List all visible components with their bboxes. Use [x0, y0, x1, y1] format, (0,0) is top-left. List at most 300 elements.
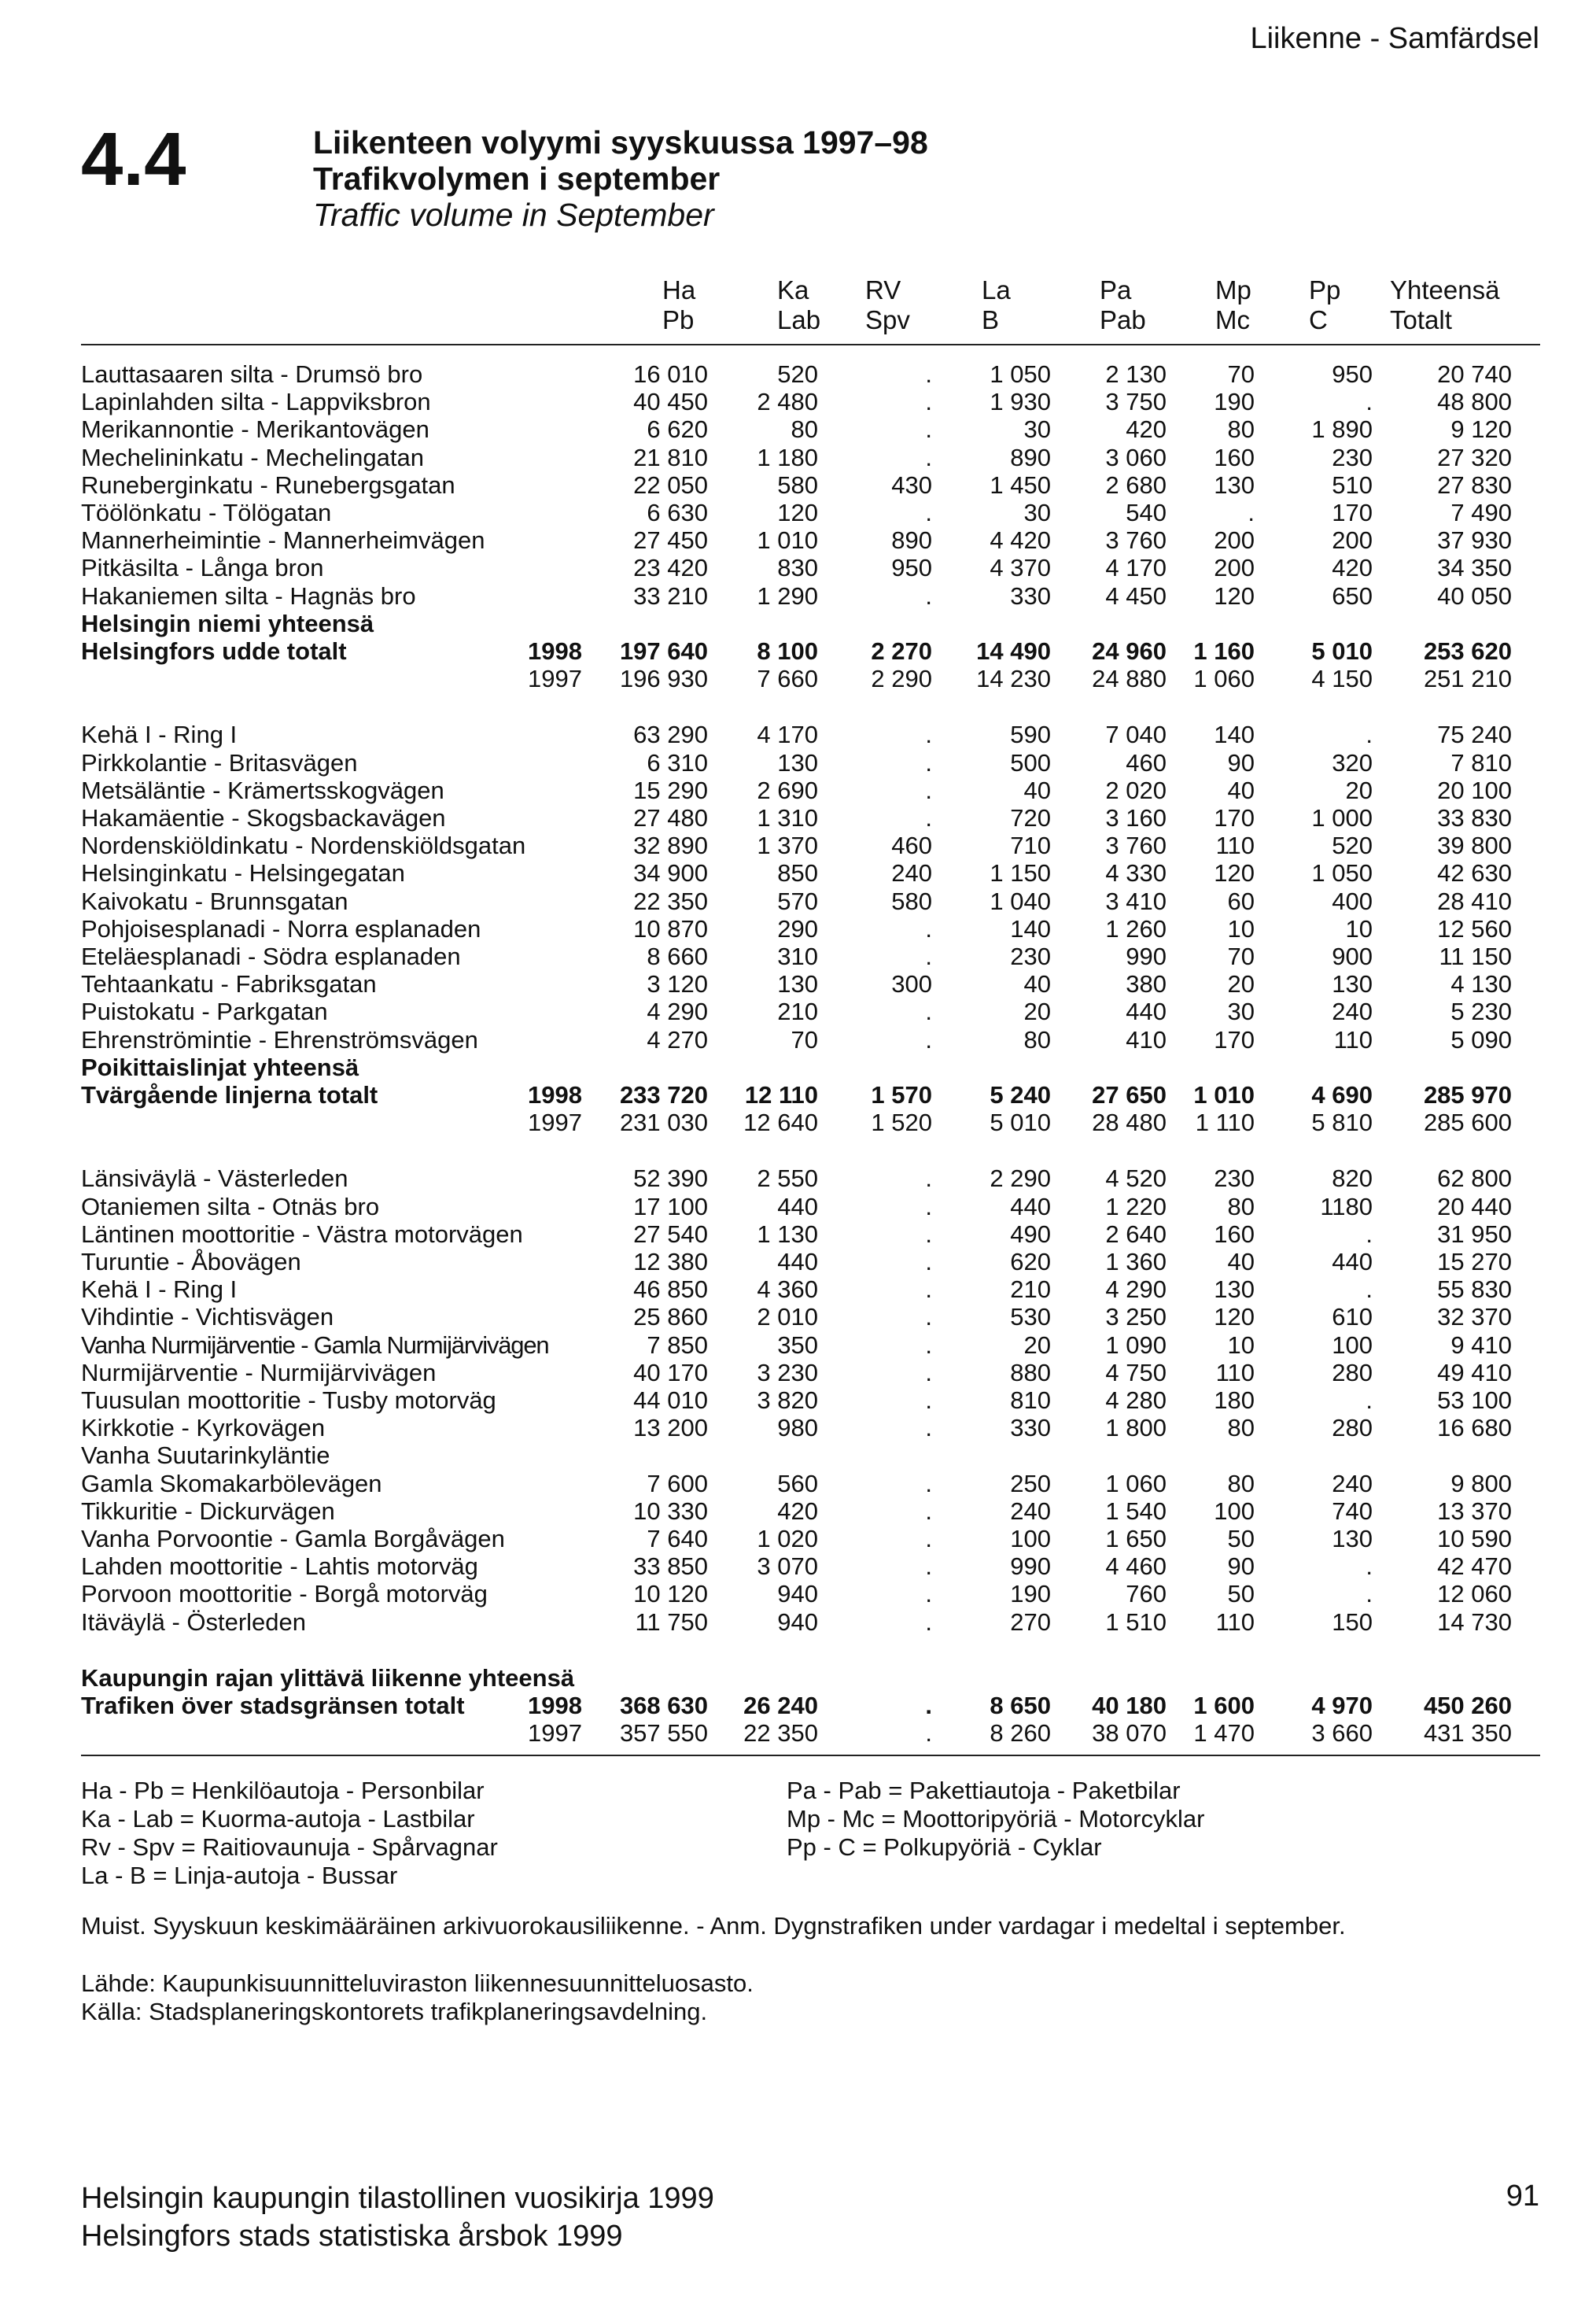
table-cell: 510 [1332, 471, 1373, 499]
table-cell: 1 010 [1193, 1081, 1255, 1109]
table-row [0, 1386, 1596, 1414]
table-cell: 7 850 [647, 1331, 708, 1359]
table-cell: 110 [1215, 832, 1255, 860]
table-cell: 3 060 [1105, 443, 1167, 471]
table-cell: 10 120 [633, 1580, 708, 1608]
table-cell: 1 370 [757, 832, 818, 860]
table-cell: 4 170 [1105, 554, 1167, 582]
table-cell: . [925, 804, 932, 832]
table-cell: 28 410 [1437, 887, 1512, 915]
table-cell: 4 450 [1105, 581, 1167, 610]
table-cell: 160 [1214, 1220, 1255, 1248]
table-note: Muist. Syyskuun keskimääräinen arkivuorokausiliikenne. - Anm. Dygnstrafiken under vardagar i medeltal i september. [81, 1912, 1346, 1940]
table-cell: 40 450 [633, 388, 708, 416]
table-cell: 1 260 [1105, 914, 1167, 943]
table-cell: 10 [1227, 1331, 1255, 1359]
source-swedish: Källa: Stadsplaneringskontorets trafikplaneringsavdelning. [81, 1998, 708, 2025]
table-cell: 160 [1214, 443, 1255, 471]
table-cell: 4 290 [647, 998, 708, 1026]
table-cell: 1 160 [1193, 637, 1255, 665]
table-cell: . [925, 914, 932, 943]
table-row [0, 1552, 1596, 1580]
table-row [0, 360, 1596, 388]
table-cell: 520 [777, 360, 818, 388]
row-year: 1998 [528, 1081, 582, 1109]
table-cell: 530 [1010, 1303, 1051, 1331]
row-label: Nordenskiöldinkatu - Nordenskiöldsgatan [81, 832, 526, 860]
table-cell: 2 270 [871, 637, 932, 665]
table-cell: . [925, 943, 932, 970]
table-cell: 290 [777, 914, 818, 943]
table-row [0, 526, 1596, 554]
table-cell: 6 620 [647, 415, 708, 444]
column-headers [0, 275, 1596, 338]
table-cell: . [925, 1331, 932, 1359]
legend-item: Ha - Pb = Henkilöautoja - Personbilar [81, 1777, 485, 1804]
table-cell: 31 950 [1437, 1220, 1512, 1248]
legend-item: Ka - Lab = Kuorma-autoja - Lastbilar [81, 1805, 475, 1833]
table-row [0, 804, 1596, 832]
table-cell: 350 [777, 1331, 818, 1359]
table-cell: 570 [777, 887, 818, 915]
table-cell: 27 320 [1437, 443, 1512, 471]
row-year: 1997 [528, 1719, 582, 1748]
table-cell: 2 680 [1105, 471, 1167, 499]
table-cell: 30 [1023, 499, 1051, 526]
table-row [0, 1580, 1596, 1607]
table-cell: 4 520 [1105, 1165, 1167, 1193]
table-row [0, 1109, 1596, 1136]
table-cell: 650 [1332, 581, 1373, 610]
table-cell: 330 [1010, 1414, 1051, 1442]
row-label: Nurmijärventie - Nurmijärvivägen [81, 1358, 437, 1386]
table-row [0, 554, 1596, 581]
table-cell: 10 330 [633, 1497, 708, 1525]
table-cell: 46 850 [633, 1275, 708, 1304]
table-row [0, 610, 1596, 637]
row-label: Hakaniemen silta - Hagnäs bro [81, 581, 416, 610]
table-cell: 80 [1023, 1025, 1051, 1054]
table-cell: 440 [1126, 998, 1167, 1026]
table-cell: 170 [1214, 804, 1255, 832]
table-cell: 63 290 [633, 721, 708, 749]
table-cell: 62 800 [1437, 1165, 1512, 1193]
table-cell: . [1366, 1220, 1373, 1248]
table-cell: 2 130 [1105, 360, 1167, 388]
table-cell: 810 [1010, 1386, 1051, 1414]
row-label: Mannerheimintie - Mannerheimvägen [81, 526, 485, 555]
table-cell: 3 750 [1105, 388, 1167, 416]
table-cell: 32 890 [633, 832, 708, 860]
table-cell: 900 [1332, 943, 1373, 970]
table-row [0, 1081, 1596, 1109]
title-english: Traffic volume in September [313, 197, 714, 233]
table-cell: 431 350 [1423, 1719, 1512, 1748]
table-cell: 280 [1332, 1358, 1373, 1386]
table-cell: . [925, 499, 932, 526]
table-cell: 7 040 [1105, 721, 1167, 749]
table-cell: 620 [1010, 1248, 1051, 1275]
table-cell: 70 [1227, 360, 1255, 388]
table-cell: 110 [1215, 1358, 1255, 1386]
table-row [0, 1414, 1596, 1441]
table-cell: 250 [1010, 1469, 1051, 1497]
table-cell: 196 930 [619, 665, 708, 693]
table-cell: 210 [1010, 1275, 1051, 1304]
table-cell: 380 [1126, 970, 1167, 998]
footer-title-swedish: Helsingfors stads statistiska årsbok 1999 [81, 2220, 623, 2253]
table-cell: 10 [1345, 914, 1373, 943]
table-cell: . [925, 1497, 932, 1525]
row-label: Poikittaislinjat yhteensä [81, 1053, 359, 1081]
row-label: Runeberginkatu - Runebergsgatan [81, 471, 455, 499]
table-cell: 20 740 [1437, 360, 1512, 388]
row-label: Vanha Porvoontie - Gamla Borgåvägen [81, 1525, 505, 1552]
table-row [0, 415, 1596, 443]
table-cell: 357 550 [619, 1719, 708, 1748]
table-cell: 75 240 [1437, 721, 1512, 749]
row-label: Otaniemen silta - Otnäs bro [81, 1192, 380, 1220]
table-cell: 3 230 [757, 1358, 818, 1386]
table-cell: 30 [1023, 415, 1051, 444]
column-header: La B [982, 275, 1011, 334]
table-cell: 17 100 [633, 1192, 708, 1220]
row-year: 1997 [528, 1109, 582, 1137]
row-year: 1998 [528, 1692, 582, 1719]
table-cell: 1 010 [757, 526, 818, 555]
legend-left [81, 1777, 498, 1890]
table-cell: 240 [1332, 998, 1373, 1026]
table-cell: 52 390 [633, 1165, 708, 1193]
row-label: Turuntie - Åbovägen [81, 1248, 301, 1275]
table-cell: 27 480 [633, 804, 708, 832]
table-cell: 9 120 [1450, 415, 1512, 444]
table-cell: 100 [1010, 1525, 1051, 1552]
table-cell: 4 330 [1105, 859, 1167, 888]
row-label: Metsäläntie - Krämertsskogvägen [81, 776, 444, 804]
table-cell: 110 [1333, 1025, 1373, 1054]
table-cell: 12 640 [743, 1109, 818, 1137]
table-cell: 15 290 [633, 776, 708, 804]
table-cell: 1 090 [1105, 1331, 1167, 1359]
table-cell: . [925, 1719, 932, 1748]
table-cell: 70 [1227, 943, 1255, 970]
table-cell: 440 [1010, 1192, 1051, 1220]
table-row [0, 1193, 1596, 1220]
table-cell: 200 [1214, 526, 1255, 555]
table-cell: 180 [1214, 1386, 1255, 1414]
table-cell: 22 050 [633, 471, 708, 499]
table-number: 4.4 [81, 117, 186, 201]
table-row [0, 1719, 1596, 1747]
table-cell: 720 [1010, 804, 1051, 832]
table-cell: 8 100 [757, 637, 818, 665]
table-cell: 8 260 [990, 1719, 1051, 1748]
title-finnish: Liikenteen volyymi syyskuussa 1997–98 [313, 124, 928, 161]
table-cell: 233 720 [619, 1081, 708, 1109]
table-cell: 4 280 [1105, 1386, 1167, 1414]
row-label: Tehtaankatu - Fabriksgatan [81, 970, 377, 998]
table-cell: 1 020 [757, 1525, 818, 1552]
table-row [0, 1692, 1596, 1719]
table-cell: 4 130 [1450, 970, 1512, 998]
table-cell: 80 [1227, 1414, 1255, 1442]
table-cell: 60 [1227, 887, 1255, 915]
table-cell: 880 [1010, 1358, 1051, 1386]
table-cell: 1 050 [1311, 859, 1373, 888]
table-cell: . [925, 1025, 932, 1054]
table-cell: . [1366, 1386, 1373, 1414]
table-cell: 285 970 [1423, 1081, 1512, 1109]
row-label: Kehä I - Ring I [81, 721, 238, 749]
table-cell: . [925, 776, 932, 804]
table-cell: 300 [891, 970, 932, 998]
table-cell: 20 [1345, 776, 1373, 804]
column-header: Ha Pb [662, 275, 696, 334]
row-label: Pohjoisesplanadi - Norra esplanaden [81, 914, 481, 943]
table-cell: 20 [1023, 998, 1051, 1026]
table-cell: 22 350 [633, 887, 708, 915]
table-cell: . [925, 1469, 932, 1497]
table-row [0, 388, 1596, 415]
section-header: Liikenne - Samfärdsel [1250, 22, 1539, 55]
table-cell: 49 410 [1437, 1358, 1512, 1386]
table-cell: 5 240 [990, 1081, 1051, 1109]
table-cell: 3 820 [757, 1386, 818, 1414]
table-cell: 140 [1214, 721, 1255, 749]
table-cell: 610 [1332, 1303, 1373, 1331]
table-cell: 285 600 [1423, 1109, 1512, 1137]
table-row [0, 1359, 1596, 1386]
table-cell: 7 810 [1450, 748, 1512, 777]
table-cell: 120 [1214, 1303, 1255, 1331]
table-cell: 90 [1227, 1552, 1255, 1581]
table-cell: 2 480 [757, 388, 818, 416]
table-row [0, 1026, 1596, 1054]
table-cell: 3 160 [1105, 804, 1167, 832]
table-cell: 21 810 [633, 443, 708, 471]
table-row [0, 998, 1596, 1025]
table-cell: . [925, 1692, 932, 1719]
table-cell: 430 [891, 471, 932, 499]
table-cell: 90 [1227, 748, 1255, 777]
table-cell: 12 110 [744, 1081, 818, 1109]
table-cell: 13 200 [633, 1414, 708, 1442]
table-cell: 450 260 [1423, 1692, 1512, 1719]
table-bottom-rule [81, 1755, 1540, 1756]
row-label: Kirkkotie - Kyrkovägen [81, 1414, 326, 1442]
table-cell: . [925, 998, 932, 1026]
table-row [0, 1303, 1596, 1331]
table-cell: 280 [1332, 1414, 1373, 1442]
table-cell: 710 [1010, 832, 1051, 860]
table-cell: 1 290 [757, 581, 818, 610]
title-swedish: Trafikvolymen i september [313, 161, 721, 197]
table-cell: . [925, 360, 932, 388]
legend-item: Pa - Pab = Pakettiautoja - Paketbilar [787, 1777, 1181, 1804]
table-cell: 100 [1332, 1331, 1373, 1359]
table-cell: 210 [777, 998, 818, 1026]
table-cell: 400 [1332, 887, 1373, 915]
table-cell: 2 010 [757, 1303, 818, 1331]
table-cell: 11 150 [1439, 943, 1512, 970]
table-cell: . [925, 1386, 932, 1414]
table-cell: . [925, 1358, 932, 1386]
table-cell: 190 [1010, 1580, 1051, 1608]
table-cell: 23 420 [633, 554, 708, 582]
table-cell: 1 130 [757, 1220, 818, 1248]
table-cell: 1 150 [990, 859, 1051, 888]
legend-item: Mp - Mc = Moottoripyöriä - Motorcyklar [787, 1805, 1205, 1833]
table-row [0, 471, 1596, 499]
table-cell: 1 520 [871, 1109, 932, 1137]
table-cell: 8 650 [990, 1692, 1051, 1719]
table-cell: 25 860 [633, 1303, 708, 1331]
table-cell: 40 170 [633, 1358, 708, 1386]
header-rule [81, 344, 1540, 345]
table-cell: 520 [1332, 832, 1373, 860]
table-cell: . [925, 388, 932, 416]
table-cell: 170 [1332, 499, 1373, 526]
table-cell: 30 [1227, 998, 1255, 1026]
table-cell: . [1366, 388, 1373, 416]
table-cell: 33 830 [1437, 804, 1512, 832]
table-cell: 460 [891, 832, 932, 860]
table-cell: 5 230 [1450, 998, 1512, 1026]
table-cell: 130 [1214, 1275, 1255, 1304]
table-cell: 130 [1332, 970, 1373, 998]
table-cell: 820 [1332, 1165, 1373, 1193]
table-cell: 15 270 [1437, 1248, 1512, 1275]
table-cell: 80 [1227, 415, 1255, 444]
table-cell: 24 880 [1092, 665, 1167, 693]
table-row [0, 1165, 1596, 1192]
table-cell: 197 640 [619, 637, 708, 665]
table-cell: 240 [1010, 1497, 1051, 1525]
table-cell: 28 480 [1092, 1109, 1167, 1137]
table-cell: 368 630 [619, 1692, 708, 1719]
table-cell: 4 170 [757, 721, 818, 749]
table-cell: 940 [777, 1580, 818, 1608]
table-cell: 40 050 [1437, 581, 1512, 610]
table-cell: 950 [1332, 360, 1373, 388]
table-cell: 320 [1332, 748, 1373, 777]
footer-title-finnish: Helsingin kaupungin tilastollinen vuosikirja 1999 [81, 2182, 714, 2215]
table-cell: 1 060 [1193, 665, 1255, 693]
table-cell: 7 640 [647, 1525, 708, 1552]
table-cell: . [925, 748, 932, 777]
table-cell: 27 650 [1092, 1081, 1167, 1109]
table-cell: 53 100 [1437, 1386, 1512, 1414]
row-label: Vihdintie - Vichtisvägen [81, 1303, 334, 1331]
table-row [0, 1220, 1596, 1248]
row-year: 1997 [528, 665, 582, 693]
table-row [0, 665, 1596, 692]
row-label: Lauttasaaren silta - Drumsö bro [81, 360, 423, 388]
table-cell: 1 570 [871, 1081, 932, 1109]
table-cell: 150 [1332, 1607, 1373, 1636]
table-cell: 80 [791, 415, 818, 444]
table-cell: 12 060 [1437, 1580, 1512, 1608]
table-cell: 940 [777, 1607, 818, 1636]
table-cell: 3 760 [1105, 832, 1167, 860]
table-cell: 6 310 [647, 748, 708, 777]
table-cell: 1 600 [1193, 1692, 1255, 1719]
table-cell: 10 [1227, 914, 1255, 943]
table-cell: 3 410 [1105, 887, 1167, 915]
row-label: Lahden moottoritie - Lahtis motorväg [81, 1552, 478, 1581]
table-cell: 1 000 [1311, 804, 1373, 832]
table-cell: 50 [1227, 1580, 1255, 1608]
table-cell: 4 290 [1105, 1275, 1167, 1304]
table-cell: 1 040 [990, 887, 1051, 915]
table-row [0, 1441, 1596, 1469]
table-cell: 9 410 [1450, 1331, 1512, 1359]
row-label: Hakamäentie - Skogsbackavägen [81, 804, 446, 832]
table-row [0, 749, 1596, 777]
page-footer [81, 2180, 714, 2255]
table-cell: 1 450 [990, 471, 1051, 499]
table-cell: 50 [1227, 1525, 1255, 1552]
table-cell: . [925, 1192, 932, 1220]
table-row [0, 1054, 1596, 1081]
table-cell: 500 [1010, 748, 1051, 777]
row-label: Helsinginkatu - Helsingegatan [81, 859, 405, 888]
table-cell: 48 800 [1437, 388, 1512, 416]
legend-item: Pp - C = Polkupyöriä - Cyklar [787, 1833, 1102, 1861]
table-cell: 1 050 [990, 360, 1051, 388]
row-label: Eteläesplanadi - Södra esplanaden [81, 943, 461, 970]
table-cell: 130 [1214, 471, 1255, 499]
table-cell: 200 [1214, 554, 1255, 582]
table-cell: 32 370 [1437, 1303, 1512, 1331]
table-cell: 580 [777, 471, 818, 499]
table-cell: 2 550 [757, 1165, 818, 1193]
table-cell: 110 [1215, 1607, 1255, 1636]
table-cell: 6 630 [647, 499, 708, 526]
table-row [0, 1608, 1596, 1636]
table-cell: 2 690 [757, 776, 818, 804]
row-label: Mechelininkatu - Mechelingatan [81, 443, 424, 471]
row-label: Läntinen moottoritie - Västra motorvägen [81, 1220, 523, 1248]
table-cell: . [925, 415, 932, 444]
table-cell: 3 070 [757, 1552, 818, 1581]
table-cell: 4 970 [1311, 1692, 1373, 1719]
table-cell: 490 [1010, 1220, 1051, 1248]
table-cell: . [1248, 499, 1255, 526]
table-cell: 1 930 [990, 388, 1051, 416]
row-label: Kaivokatu - Brunnsgatan [81, 887, 348, 915]
row-label: Trafiken över stadsgränsen totalt [81, 1692, 465, 1719]
table-cell: 420 [777, 1497, 818, 1525]
row-label: Kehä I - Ring I [81, 1275, 238, 1304]
table-cell: 140 [1010, 914, 1051, 943]
table-cell: 270 [1010, 1607, 1051, 1636]
table-cell: 14 730 [1437, 1607, 1512, 1636]
legend-right [787, 1777, 1204, 1862]
table-cell: . [1366, 721, 1373, 749]
table-cell: 10 870 [633, 914, 708, 943]
table-cell: 22 350 [743, 1719, 818, 1748]
table-cell: 1 180 [757, 443, 818, 471]
column-header: Pa Pab [1100, 275, 1146, 334]
table-row [0, 499, 1596, 526]
row-label: Lapinlahden silta - Lappviksbron [81, 388, 431, 416]
table-cell: 130 [777, 970, 818, 998]
table-cell: 14 490 [976, 637, 1051, 665]
table-cell: 4 460 [1105, 1552, 1167, 1581]
table-cell: 1180 [1320, 1192, 1373, 1220]
